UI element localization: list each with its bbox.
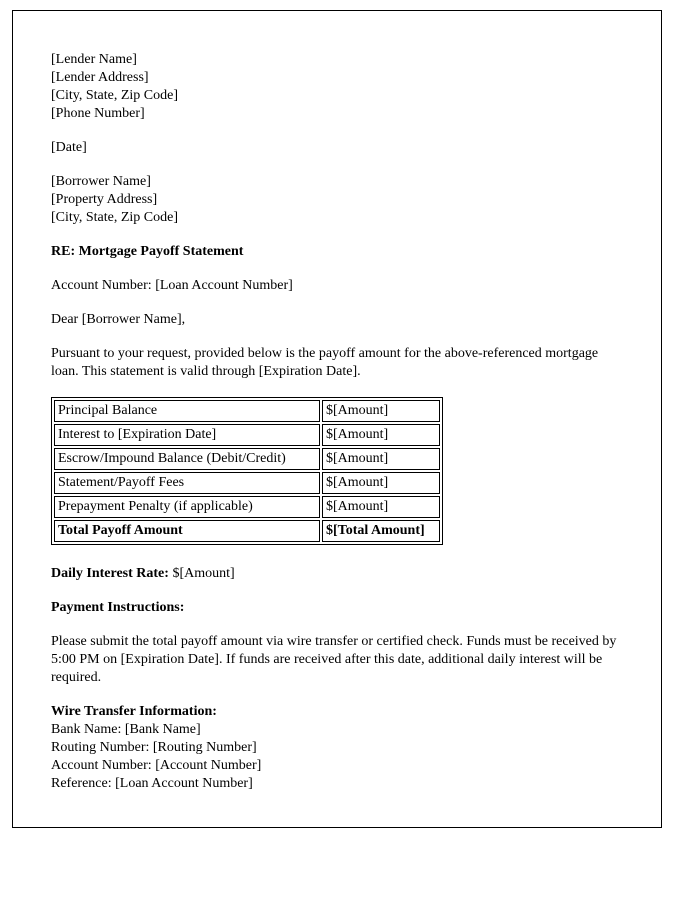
table-row <box>54 448 440 470</box>
payoff-item-label: Principal Balance <box>54 400 320 422</box>
wire-reference: Reference: [Loan Account Number] <box>51 776 253 791</box>
wire-bank-name: Bank Name: [Bank Name] <box>51 722 201 737</box>
lender-city-state-zip: [City, State, Zip Code] <box>51 88 179 103</box>
daily-interest-line <box>51 565 623 583</box>
payment-instructions-heading: Payment Instructions: <box>51 600 185 615</box>
borrower-address-block <box>51 173 623 227</box>
daily-interest-label: Daily Interest Rate: <box>51 566 169 581</box>
salutation: Dear [Borrower Name], <box>51 312 186 327</box>
daily-interest-value: $[Amount] <box>172 566 235 581</box>
date-line: [Date] <box>51 140 87 155</box>
payoff-item-label: Prepayment Penalty (if applicable) <box>54 496 320 518</box>
payoff-item-value: $[Amount] <box>322 448 440 470</box>
total-payoff-label: Total Payoff Amount <box>54 520 320 542</box>
table-row <box>54 496 440 518</box>
total-payoff-value: $[Total Amount] <box>322 520 440 542</box>
lender-address-block <box>51 51 623 123</box>
payoff-item-label: Statement/Payoff Fees <box>54 472 320 494</box>
lender-phone: [Phone Number] <box>51 106 145 121</box>
payoff-item-value: $[Amount] <box>322 496 440 518</box>
lender-address: [Lender Address] <box>51 70 149 85</box>
table-row <box>54 424 440 446</box>
table-row <box>54 472 440 494</box>
wire-transfer-heading: Wire Transfer Information: <box>51 704 217 719</box>
wire-routing-number: Routing Number: [Routing Number] <box>51 740 257 755</box>
property-address: [Property Address] <box>51 192 158 207</box>
payoff-item-label: Interest to [Expiration Date] <box>54 424 320 446</box>
payoff-item-value: $[Amount] <box>322 472 440 494</box>
wire-transfer-block <box>51 703 623 793</box>
payoff-item-value: $[Amount] <box>322 424 440 446</box>
intro-paragraph: Pursuant to your request, provided below is the payoff amount for the above-referenced mortgage loan. This statement is valid through [Expiration Date]. <box>51 346 599 379</box>
borrower-name: [Borrower Name] <box>51 174 151 189</box>
borrower-city-state-zip: [City, State, Zip Code] <box>51 210 179 225</box>
payoff-item-value: $[Amount] <box>322 400 440 422</box>
wire-account-number: Account Number: [Account Number] <box>51 758 262 773</box>
re-subject-line: RE: Mortgage Payoff Statement <box>51 244 244 259</box>
payoff-item-label: Escrow/Impound Balance (Debit/Credit) <box>54 448 320 470</box>
payment-instructions-body: Please submit the total payoff amount via wire transfer or certified check. Funds must be received by 5:00 PM on [Expiration Date]. If funds are received after this date, additional daily interest will be required. <box>51 634 617 685</box>
table-row <box>54 400 440 422</box>
document-page <box>12 10 662 828</box>
lender-name: [Lender Name] <box>51 52 137 67</box>
account-number-line: Account Number: [Loan Account Number] <box>51 278 293 293</box>
payoff-amounts-table <box>51 397 443 545</box>
table-row-total <box>54 520 440 542</box>
